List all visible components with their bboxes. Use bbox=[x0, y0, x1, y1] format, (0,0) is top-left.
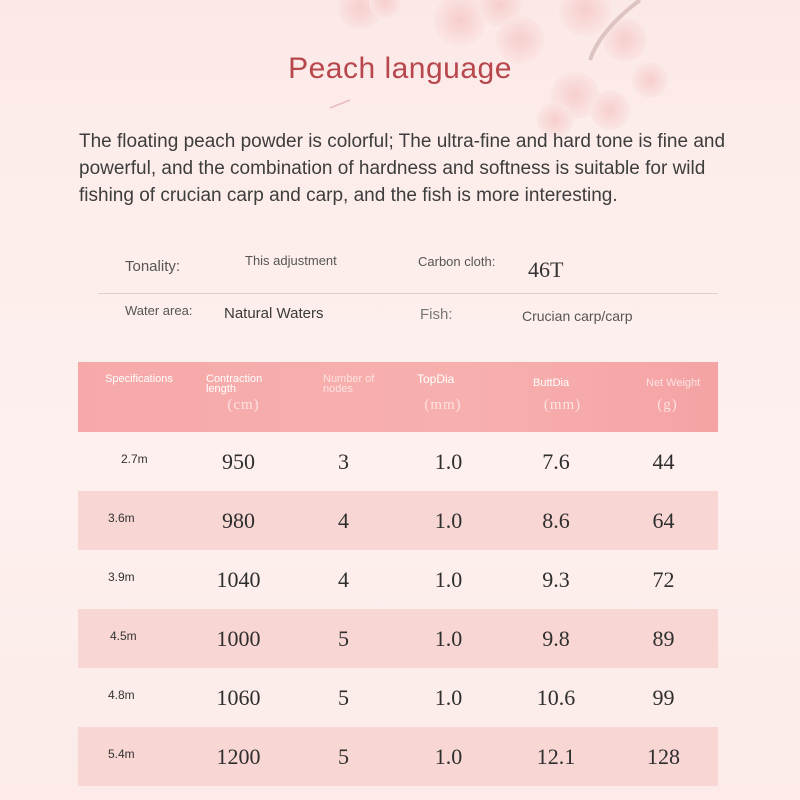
cell-nodes: 5 bbox=[338, 684, 349, 710]
table-row bbox=[78, 491, 718, 550]
cell-length: 950 bbox=[222, 448, 255, 474]
fish-value: Crucian carp/carp bbox=[522, 308, 633, 324]
header-unit: (mm) bbox=[424, 397, 462, 413]
cell-spec: 4.8m bbox=[108, 687, 135, 702]
cell-spec: 3.6m bbox=[108, 510, 135, 525]
cell-length: 1000 bbox=[216, 625, 261, 651]
header-label: ButtDia bbox=[533, 377, 570, 389]
cell-buttdia: 7.6 bbox=[542, 448, 570, 474]
cell-weight: 99 bbox=[652, 684, 675, 710]
cell-buttdia: 10.6 bbox=[536, 684, 576, 710]
cell-spec: 2.7m bbox=[121, 451, 148, 466]
cell-topdia: 1.0 bbox=[434, 448, 463, 474]
cell-length: 1040 bbox=[216, 566, 261, 592]
water-area-value: Natural Waters bbox=[224, 305, 324, 322]
table-row bbox=[78, 727, 718, 786]
header-net-weight bbox=[621, 362, 718, 432]
cell-weight: 64 bbox=[652, 507, 675, 533]
cell-length: 1200 bbox=[216, 743, 261, 769]
tonality-value: This adjustment bbox=[245, 253, 337, 268]
header-specifications bbox=[78, 362, 206, 432]
cell-topdia: 1.0 bbox=[434, 507, 463, 533]
tonality-label: Tonality: bbox=[125, 258, 181, 275]
cell-nodes: 4 bbox=[338, 566, 349, 592]
header-label: Net Weight bbox=[646, 377, 701, 389]
cell-topdia: 1.0 bbox=[434, 684, 463, 710]
header-label: Specifications bbox=[105, 373, 173, 385]
cell-weight: 72 bbox=[652, 566, 675, 592]
header-topdia bbox=[406, 362, 516, 432]
cell-length: 1060 bbox=[216, 684, 261, 710]
cell-spec: 3.9m bbox=[108, 569, 135, 584]
table-header bbox=[78, 362, 718, 432]
cell-topdia: 1.0 bbox=[434, 743, 463, 769]
header-label: Contraction length bbox=[206, 373, 263, 395]
cell-nodes: 5 bbox=[338, 743, 349, 769]
cell-spec: 4.5m bbox=[110, 628, 137, 643]
table-row bbox=[78, 609, 718, 668]
page-title: Peach language bbox=[288, 52, 512, 85]
cell-weight: 44 bbox=[652, 448, 675, 474]
fish-label: Fish: bbox=[420, 306, 453, 323]
cell-nodes: 4 bbox=[338, 507, 349, 533]
header-contraction-length bbox=[206, 362, 311, 432]
header-buttdia bbox=[516, 362, 621, 432]
cell-spec: 5.4m bbox=[108, 746, 135, 761]
header-label: TopDia bbox=[417, 372, 455, 386]
cell-topdia: 1.0 bbox=[434, 566, 463, 592]
header-number-of-nodes bbox=[311, 362, 406, 432]
header-unit: (g) bbox=[657, 397, 678, 413]
intro-paragraph: The floating peach powder is colorful; The ultra-fine and hard tone is fine and powerful, and the combination of hardness and softness is suitable for wild fishing of crucian carp and carp, and the fish is more interesting. bbox=[79, 131, 726, 206]
table-row bbox=[78, 550, 718, 609]
cell-weight: 128 bbox=[647, 743, 680, 769]
carbon-cloth-value: 46T bbox=[528, 257, 564, 282]
header-unit: (cm) bbox=[227, 397, 260, 413]
water-area-label: Water area: bbox=[125, 303, 193, 318]
cell-buttdia: 9.8 bbox=[542, 625, 570, 651]
cell-nodes: 5 bbox=[338, 625, 349, 651]
info-panel bbox=[98, 240, 718, 340]
table-row bbox=[78, 432, 718, 491]
carbon-cloth-label: Carbon cloth: bbox=[418, 254, 496, 269]
cell-nodes: 3 bbox=[338, 448, 349, 474]
cell-topdia: 1.0 bbox=[434, 625, 463, 651]
header-unit: (mm) bbox=[543, 397, 582, 413]
cell-length: 980 bbox=[222, 507, 255, 533]
cell-buttdia: 8.6 bbox=[542, 507, 570, 533]
info-divider bbox=[98, 293, 718, 294]
cell-buttdia: 9.3 bbox=[542, 566, 570, 592]
table-row bbox=[78, 668, 718, 727]
specifications-table bbox=[78, 362, 718, 786]
cell-weight: 89 bbox=[652, 625, 675, 651]
cell-buttdia: 12.1 bbox=[536, 743, 576, 769]
header-label: Number of nodes bbox=[323, 373, 375, 395]
